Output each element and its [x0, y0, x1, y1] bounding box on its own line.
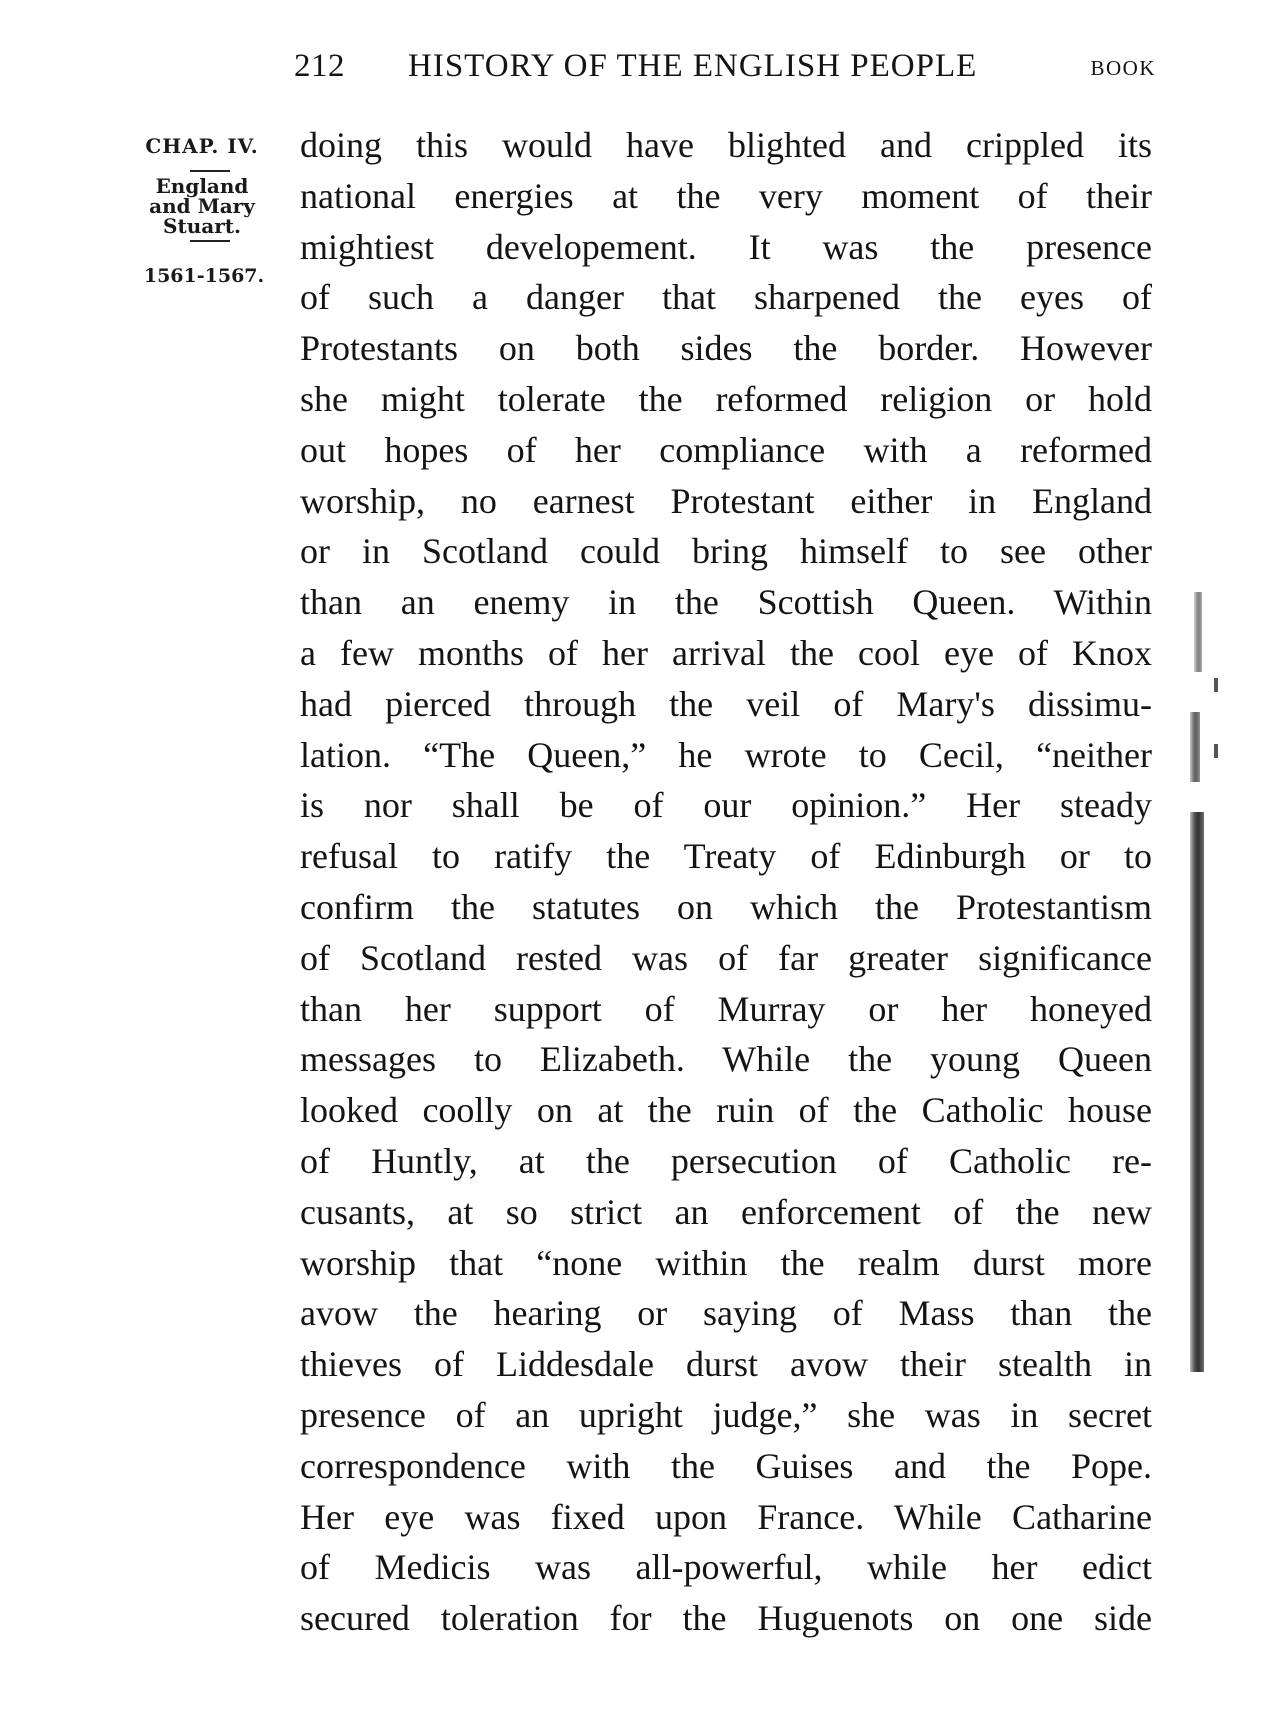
chapter-label: CHAP. IV. [145, 134, 259, 158]
text-line: of Huntly, at the persecution of Catholic re- [300, 1140, 1152, 1181]
text-line: Protestants on both sides the border. However [300, 328, 1152, 369]
scan-shadow-segment [1190, 712, 1200, 782]
text-line: secured toleration for the Huguenots on one side [300, 1598, 1152, 1639]
text-line: than an enemy in the Scottish Queen. Within [300, 582, 1152, 623]
margin-divider [190, 240, 230, 242]
margin-note [130, 126, 270, 296]
book-label: BOOK [1090, 56, 1156, 80]
running-header [290, 40, 1156, 90]
text-line: mightiest developement. It was the presence [300, 226, 1152, 267]
text-line: national energies at the very moment of their [300, 175, 1152, 216]
text-line: or in Scotland could bring himself to see other [300, 531, 1152, 572]
text-line: cusants, at so strict an enforcement of the new [300, 1191, 1152, 1232]
margin-years: 1561-1567. [143, 265, 265, 287]
text-line: she might tolerate the reformed religion or hold [300, 378, 1152, 419]
text-line: worship, no earnest Protestant either in England [300, 480, 1152, 521]
text-line: presence of an upright judge,” she was in secret [300, 1394, 1152, 1435]
text-line: refusal to ratify the Treaty of Edinburgh or to [300, 836, 1152, 877]
scan-shadow-segment [1190, 812, 1204, 1372]
scan-shadow-segment [1194, 592, 1202, 672]
text-line: of Scotland rested was of far greater significance [300, 937, 1152, 978]
text-line: avow the hearing or saying of Mass than the [300, 1293, 1152, 1334]
text-line: a few months of her arrival the cool eye of Knox [300, 632, 1152, 673]
margin-topic-line: and Mary [149, 194, 255, 218]
text-line: looked coolly on at the ruin of the Catholic house [300, 1090, 1152, 1131]
text-line: worship that “none within the realm durst more [300, 1242, 1152, 1283]
scan-speck [1214, 744, 1218, 758]
scan-speck [1214, 678, 1218, 692]
text-line: of Medicis was all-powerful, while her edict [300, 1547, 1152, 1588]
text-line: of such a danger that sharpened the eyes of [300, 277, 1152, 318]
text-line: out hopes of her compliance with a reformed [300, 429, 1152, 470]
text-line: lation. “The Queen,” he wrote to Cecil, “neither [300, 734, 1152, 775]
scan-shadow-edge [1186, 592, 1206, 1382]
running-title: HISTORY OF THE ENGLISH PEOPLE [408, 48, 978, 84]
page-number: 212 [294, 48, 345, 84]
margin-topic-line: Stuart. [163, 214, 241, 238]
body-text [300, 120, 1152, 1644]
margin-topic-line: England [155, 174, 249, 198]
text-line: confirm the statutes on which the Protestantism [300, 886, 1152, 927]
text-line: messages to Elizabeth. While the young Queen [300, 1039, 1152, 1080]
text-line: doing this would have blighted and crippled its [300, 125, 1152, 165]
text-line: thieves of Liddesdale durst avow their stealth in [300, 1344, 1152, 1385]
text-line: correspondence with the Guises and the Pope. [300, 1445, 1152, 1486]
text-line: Her eye was fixed upon France. While Catharine [300, 1496, 1152, 1537]
margin-divider [190, 170, 230, 172]
text-line: than her support of Murray or her honeyed [300, 988, 1152, 1029]
text-line: is nor shall be of our opinion.” Her steady [300, 785, 1152, 826]
text-line: had pierced through the veil of Mary's dissimu- [300, 683, 1152, 724]
